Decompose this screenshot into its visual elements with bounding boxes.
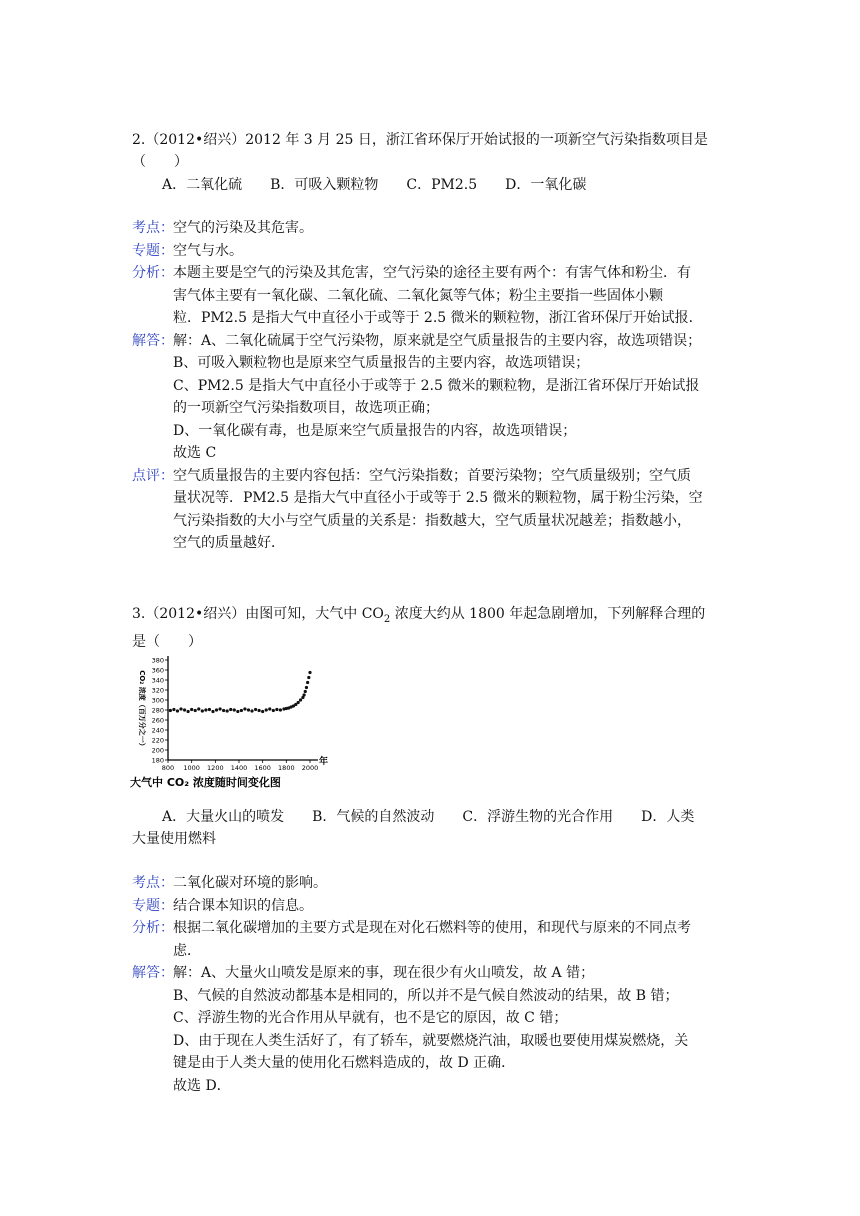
q3-kaodian [132,872,732,895]
q3-options-line: 大量使用燃料 [132,831,216,847]
jieda-line: 故选 D． [173,1077,231,1094]
kaodian-text: 二氧化碳对环境的影响。 [173,875,327,891]
jieda-line: 解：A、二氧化硫属于空气污染物，原来就是空气质量报告的主要内容，故选项错误； [173,332,702,349]
q2-stem-line: 2.（2012•绍兴）2012 年 3 月 25 日，浙江省环保厅开始试报的一项新空气污染指数项目是 [132,132,708,148]
kaodian-label: 考点： [132,220,174,236]
chart-data-point [226,709,229,712]
dianping-line: 气污染指数的大小与空气质量的关系是：指数越大，空气质量状况越差；指数越小， [173,512,691,529]
chart-data-point [302,693,305,696]
q2-dianping [132,465,732,555]
chart-data-point [299,698,302,701]
co2-chart [128,648,328,796]
chart-y-tick-label: 360 [151,666,164,675]
q2-analysis [132,217,732,555]
zhuanti-text: 空气与水。 [173,242,243,259]
q3-analysis [132,872,732,1097]
dianping-line: 空气的质量越好． [173,535,285,551]
chart-x-tick-label: 800 [161,764,175,772]
jieda-line: B、可吸入颗粒物也是原来空气质量报告的主要内容，故选项错误； [173,355,590,371]
chart-data-point [305,686,308,689]
q3-stem [132,603,732,653]
chart-data-point [233,708,236,711]
fenxi-label: 分析： [132,265,174,281]
chart-y-ticks [152,657,168,765]
chart-x-tick-label: 2000 [301,764,319,772]
q3-options-line: A．大量火山的喷发 B．气候的自然波动 C．浮游生物的光合作用 D．人类 [162,809,695,825]
q3-stem-line: 是（ ） [132,633,202,650]
chart-y-tick-label: 300 [151,696,164,705]
chart-data-point [306,681,309,684]
chart-x-tick-label: 1600 [254,764,271,772]
chart-data-point [194,709,197,712]
chart-data-point [169,709,172,712]
chart-data-point [236,710,239,713]
chart-y-tick-label: 220 [151,736,164,745]
q3-jieda [132,962,732,1097]
chart-data-point [201,709,204,712]
zhuanti-label: 专题： [132,242,174,259]
chart-x-tick-label: 1400 [230,764,248,772]
chart-data-point [261,710,264,713]
chart-data-point [187,710,190,713]
jieda-line: 解：A、大量火山喷发是原来的事，现在很少有火山喷发，故 A 错； [173,965,595,981]
chart-data-point [211,710,214,713]
q2-kaodian [132,217,732,240]
chart-data-point [218,707,221,710]
chart-ylabel-group [138,670,147,750]
q3-stem-sub: 2 [383,613,391,625]
chart-data-point [297,701,300,704]
chart-data-point [243,707,246,710]
q2-jieda [132,330,732,465]
q2-stem-line: （ ） [132,154,188,170]
chart-data-point [215,708,218,711]
chart-data-point [272,709,275,712]
chart-y-tick-label: 340 [151,676,164,685]
chart-y-tick-label: 280 [151,706,164,715]
q2-zhuanti [132,240,732,263]
q3-zhuanti [132,895,732,918]
chart-y-tick-label: 200 [151,746,164,755]
chart-title: 大气中 CO₂ 浓度随时间变化图 [130,776,281,789]
kaodian-text: 空气的污染及其危害。 [173,220,313,236]
dianping-line: 空气质量报告的主要内容包括：空气污染指数；首要污染物；空气质量级别；空气质 [173,467,691,484]
jieda-label: 解答： [132,332,174,349]
chart-data-point [190,708,193,711]
q3-fenxi [132,917,732,962]
fenxi-line: 虑． [173,942,201,959]
chart-data-point [275,708,278,711]
q2-fenxi [132,262,732,330]
q2-options: A．二氧化硫 B．可吸入颗粒物 C．PM2.5 D．一氧化碳 [162,177,587,193]
chart-points [169,671,312,713]
fenxi-line: 根据二氧化碳增加的主要方式是现在对化石燃料等的使用，和现代与原来的不同点考 [173,920,691,936]
dianping-line: 量状况等．PM2.5 是指大气中直径小于或等于 2.5 微米的颗粒物，属于粉尘污染，空 [173,490,703,506]
jieda-line: 的一项新空气污染指数项目，故选项正确； [173,400,439,416]
jieda-line: B、气候的自然波动都基本是相同的，所以并不是气候自然波动的结果，故 B 错； [173,987,679,1004]
chart-data-point [176,709,179,712]
q3-options-cont [132,828,216,850]
q3-stem-line [132,603,732,631]
jieda-line: D、一氧化碳有毒，也是原来空气质量报告的内容，故选项错误； [173,422,577,439]
chart-x-tick-label: 1000 [183,764,200,772]
dianping-label: 点评： [132,467,174,484]
q3-stem-pre: 3.（2012•绍兴）由图可知，大气中 CO [132,606,384,622]
chart-data-point [204,708,207,711]
chart-y-tick-label: 260 [151,716,164,725]
chart-axes [168,656,318,760]
q3-options [162,806,694,828]
chart-data-point [258,709,261,712]
jieda-line: C、浮游生物的光合作用从早就有，也不是它的原因，故 C 错； [173,1010,568,1026]
chart-data-point [304,690,307,693]
fenxi-label: 分析： [132,920,174,936]
chart-data-point [179,707,182,710]
chart-y-tick-label: 320 [151,686,164,695]
chart-data-point [307,676,310,679]
jieda-label: 解答： [132,965,174,981]
chart-data-point [279,708,282,711]
chart-y-tick-label: 380 [151,656,164,665]
chart-ylabel: CO₂ 浓度（百万分之一） [138,670,146,750]
jieda-line: 故选 C [173,445,217,461]
chart-data-point [265,708,268,711]
chart-x-tick-label: 1800 [278,764,295,772]
chart-data-point [197,707,200,710]
chart-data-point [247,708,250,711]
kaodian-label: 考点： [132,875,174,891]
chart-data-point [254,708,257,711]
chart-data-point [308,671,311,674]
chart-data-point [268,707,271,710]
zhuanti-text: 结合课本知识的信息。 [173,897,313,914]
chart-data-point [222,709,225,712]
chart-data-point [250,709,253,712]
q3-stem-post: 浓度大约从 1800 年起急剧增加，下列解释合理的 [390,606,706,622]
q2-stem [132,129,732,173]
chart-data-point [208,708,211,711]
chart-x-tick-label: 1200 [207,764,224,772]
jieda-line: C、PM2.5 是指大气中直径小于或等于 2.5 微米的颗粒物，是浙江省环保厅开始试报 [173,377,700,394]
chart-y-tick-label: 180 [151,756,164,765]
zhuanti-label: 专题： [132,897,174,914]
chart-xlabel: 年 [319,757,328,767]
chart-data-point [172,708,175,711]
jieda-line: D、由于现在人类生活好了，有了轿车，就要燃烧汽油，取暖也要使用煤炭燃烧，关 [173,1032,689,1049]
fenxi-line: 害气体主要有一氧化碳、二氧化硫、二氧化氮等气体；粉尘主要指一些固体小颗 [173,287,663,304]
fenxi-line: 本题主要是空气的污染及其危害，空气污染的途径主要有两个：有害气体和粉尘．有 [173,265,691,281]
chart-data-point [240,709,243,712]
jieda-line: 键是由于人类大量的使用化石燃料造成的，故 D 正确． [173,1055,516,1071]
chart-x-ticks [162,760,318,772]
chart-data-point [229,708,232,711]
chart-data-point [183,708,186,711]
fenxi-line: 粒．PM2.5 是指大气中直径小于或等于 2.5 微米的颗粒物，浙江省环保厅开始试报． [173,310,703,326]
chart-y-tick-label: 240 [151,726,164,735]
